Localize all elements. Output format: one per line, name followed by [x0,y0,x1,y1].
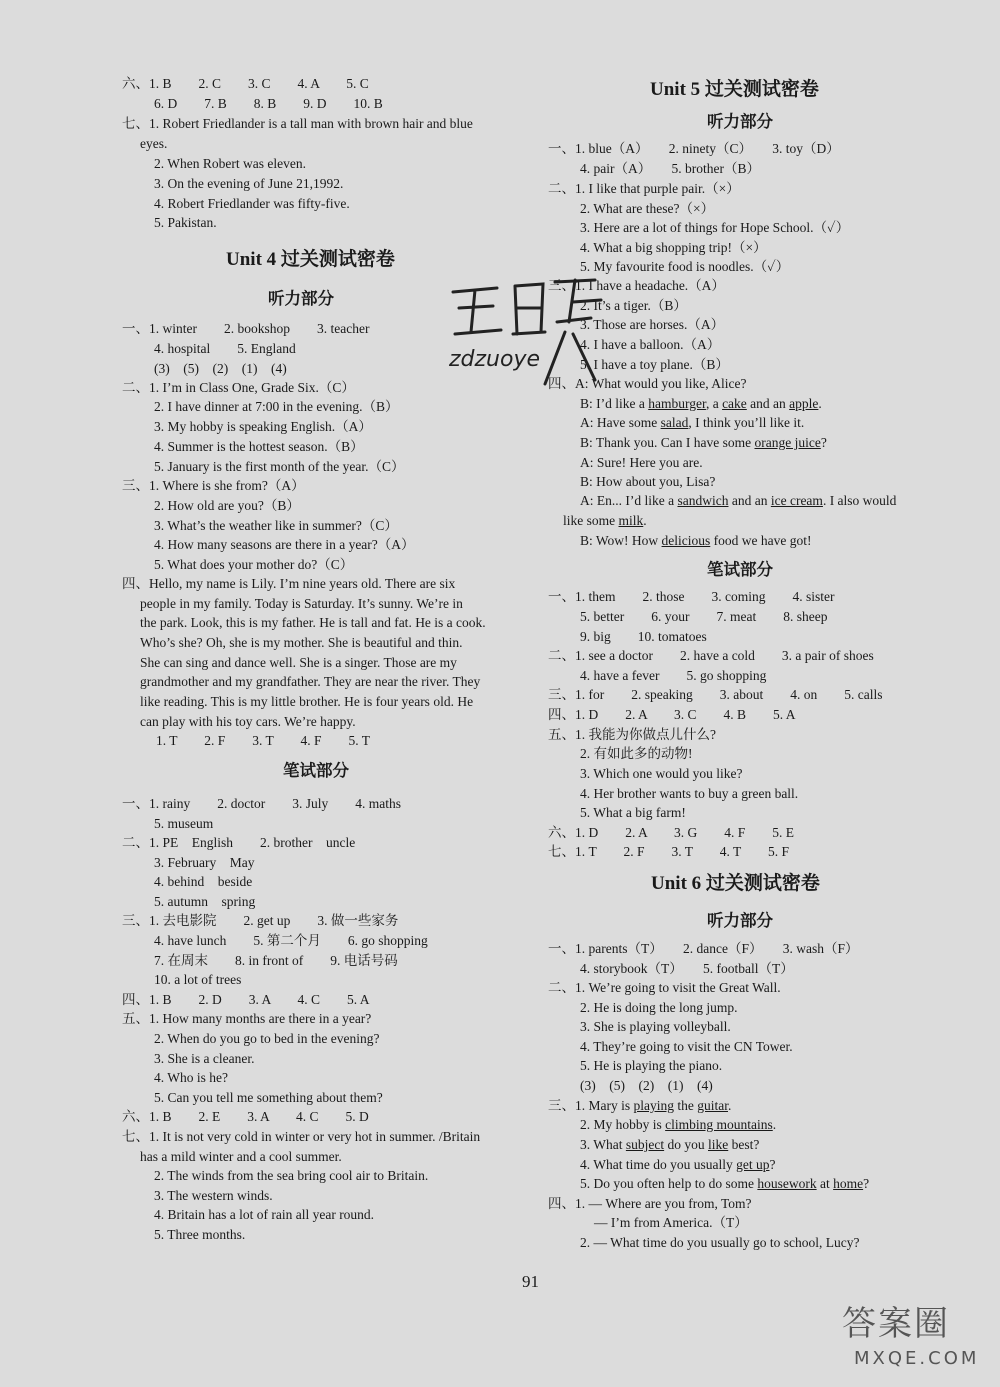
answer-line: 3. On the evening of June 21,1992. [154,176,344,191]
answer-line: 3. Those are horses.（A） [580,317,725,332]
text-fragment: . [643,513,647,528]
answer-line: 2. I have dinner at 7:00 in the evening.（B） [154,399,399,414]
answer-line: 三、1. for 2. speaking 3. about 4. on 5. calls [548,687,883,702]
logo-url: MXQE.COM [854,1348,980,1369]
answer-line [580,414,804,432]
underlined-answer: home [833,1176,864,1191]
answer-line: like reading. This is my little brother. He is four years old. He [140,694,474,709]
text-fragment: 四、1. — Where are you from, Tom? [548,1196,752,1211]
answer-line: eyes. [140,136,168,151]
answer-line: 六、1. B 2. C 3. C 4. A 5. C [122,76,369,91]
answer-line: 一、1. them 2. those 3. coming 4. sister [548,589,835,604]
answer-line: people in my family. Today is Saturday. It’s sunny. We’re in [140,596,463,611]
answer-line: 三、1. Where is she from?（A） [122,478,305,493]
answer-line: 二、1. We’re going to visit the Great Wall. [548,980,781,995]
text-fragment: . [728,1098,732,1113]
answer-line [580,1156,775,1174]
section-heading: Unit 5 过关测试密卷 [650,79,819,100]
answer-line: 二、1. PE English 2. brother uncle [122,835,356,850]
text-fragment: , I think you’ll like it. [688,415,805,430]
answer-line: 七、1. It is not very cold in winter or very hot in summer. /Britain [122,1129,481,1144]
answer-line: 2. It’s a tiger.（B） [580,298,687,313]
underlined-answer: delicious [661,533,711,548]
answer-line: 4. pair（A） 5. brother（B） [580,161,760,176]
handwritten-watermark [445,262,605,392]
text-fragment: B: I’d like a [580,396,649,411]
answer-line: 2. He is doing the long jump. [580,1000,738,1015]
answer-line: 6. D 7. B 8. B 9. D 10. B [154,96,383,111]
text-fragment: 三、1. Mary is [548,1098,634,1113]
section-heading: Unit 6 过关测试密卷 [651,873,820,894]
answer-line [548,1195,752,1213]
answer-line: 4. Her brother wants to buy a green ball. [580,786,799,801]
text-fragment: food we have got! [710,533,812,548]
svg-text:zdzuoye: zdzuoye [449,347,541,372]
text-fragment: , a [705,396,723,411]
text-fragment: B: Thank you. Can I have some [580,435,755,450]
answer-line: She can sing and dance well. She is a singer. Those are my [140,655,457,670]
answer-line: 五、1. How many months are there in a year? [122,1011,372,1026]
answer-line: 5. I have a toy plane.（B） [580,357,729,372]
answer-line: 4. behind beside [154,874,253,889]
answer-line: 四、Hello, my name is Lily. I’m nine years old. There are six [122,576,456,591]
answer-line [580,1136,759,1154]
section-heading: 笔试部分 [283,761,349,780]
text-fragment: best? [728,1137,760,1152]
answer-line: 10. a lot of trees [154,972,242,987]
answer-line: 2. 有如此多的动物! [580,746,693,761]
answer-line: 4. hospital 5. England [154,341,296,356]
site-logo [836,1290,996,1382]
answer-line: Who’s she? Oh, she is my mother. She is beautiful and thin. [140,635,463,650]
text-fragment: 4. What time do you usually [580,1157,737,1172]
answer-line: 3. My hobby is speaking English.（A） [154,419,372,434]
text-fragment: 四、A: What would you like, Alice? [548,376,747,391]
text-fragment: . [818,396,822,411]
answer-line: 3. What’s the weather like in summer?（C） [154,518,398,533]
text-fragment: at [816,1176,834,1191]
answer-line: 4. What a big shopping trip!（×） [580,240,767,255]
underlined-answer: housework [757,1176,817,1191]
answer-line: 5. January is the first month of the year.（C） [154,459,405,474]
answer-line: (3) (5) (2) (1) (4) [580,1078,713,1093]
section-heading: 听力部分 [268,289,334,308]
answer-line: 三、1. 去电影院 2. get up 3. 做一些家务 [122,913,399,928]
text-fragment: A: Sure! Here you are. [580,455,703,470]
answer-line: 4. Who is he? [154,1070,228,1085]
answer-line [548,1097,731,1115]
answer-line: 一、1. parents（T） 2. dance（F） 3. wash（F） [548,941,859,956]
text-fragment: like some [563,513,619,528]
underlined-answer: get up [736,1157,770,1172]
underlined-answer: apple [789,396,819,411]
answer-line: 3. Which one would you like? [580,766,743,781]
answer-line [580,1116,776,1134]
answer-line: 一、1. blue（A） 2. ninety（C） 3. toy（D） [548,141,840,156]
answer-line: 一、1. winter 2. bookshop 3. teacher [122,321,370,336]
underlined-answer: cake [722,396,747,411]
section-heading: Unit 4 过关测试密卷 [226,249,395,270]
text-fragment: 2. My hobby is [580,1117,666,1132]
answer-line: 1. T 2. F 3. T 4. F 5. T [156,733,371,748]
answer-line: 7. 在周末 8. in front of 9. 电话号码 [154,953,398,968]
answer-line: 5. Three months. [154,1227,246,1242]
underlined-answer: ice cream [770,493,823,508]
answer-line [580,434,827,452]
answer-line: has a mild winter and a cool summer. [140,1149,342,1164]
answer-line: 2. When do you go to bed in the evening? [154,1031,380,1046]
section-heading: 听力部分 [707,911,773,930]
answer-line [580,395,822,413]
answer-line: 5. Pakistan. [154,215,217,230]
answer-line: 2. How old are you?（B） [154,498,300,513]
answer-line [580,492,896,510]
answer-line: 七、1. T 2. F 3. T 4. T 5. F [548,844,790,859]
underlined-answer: guitar [697,1098,728,1113]
text-fragment: ? [769,1157,776,1172]
text-fragment: the [674,1098,698,1113]
underlined-answer: salad [660,415,689,430]
answer-line: 9. big 10. tomatoes [580,629,707,644]
answer-line: 三、1. I have a headache.（A） [548,278,725,293]
answer-line: 3. She is playing volleyball. [580,1019,731,1034]
section-heading: 听力部分 [707,112,773,131]
answer-line: 四、1. D 2. A 3. C 4. B 5. A [548,707,796,722]
answer-line: 5. better 6. your 7. meat 8. sheep [580,609,828,624]
answer-line: 2. When Robert was eleven. [154,156,306,171]
answer-line: 4. How many seasons are there in a year?（A） [154,537,415,552]
underlined-answer: playing [633,1098,674,1113]
text-fragment: 3. What [580,1137,626,1152]
underlined-answer: hamburger [648,396,706,411]
answer-line: (3) (5) (2) (1) (4) [154,361,287,376]
text-fragment: B: How about you, Lisa? [580,474,716,489]
answer-line: 4. I have a balloon.（A） [580,337,721,352]
section-heading: 笔试部分 [707,560,773,579]
text-fragment: ? [863,1176,870,1191]
answer-line: 5. autumn spring [154,894,256,909]
text-fragment: 2. — What time do you usually go to school, Lucy? [580,1235,860,1250]
answer-line [580,1175,869,1193]
underlined-answer: like [708,1137,729,1152]
answer-line: 二、1. I like that purple pair.（×） [548,181,740,196]
answer-line: 5. Can you tell me something about them? [154,1090,383,1105]
answer-line: 4. have lunch 5. 第二个月 6. go shopping [154,933,428,948]
answer-line: 二、1. I’m in Class One, Grade Six.（C） [122,380,355,395]
page-number: 91 [522,1272,539,1291]
answer-line: grandmother and my grandfather. They are near the river. They [140,674,481,689]
answer-line: 3. She is a cleaner. [154,1051,255,1066]
answer-line: 4. storybook（T） 5. football（T） [580,961,794,976]
text-fragment: and an [746,396,790,411]
answer-line: 3. The western winds. [154,1188,273,1203]
answer-line: 五、1. 我能为你做点儿什么? [548,727,716,742]
text-fragment: — I’m from America.（T） [594,1215,748,1230]
answer-line: 一、1. rainy 2. doctor 3. July 4. maths [122,796,401,811]
answer-line: 四、1. B 2. D 3. A 4. C 5. A [122,992,370,1007]
answer-line: 六、1. D 2. A 3. G 4. F 5. E [548,825,795,840]
answer-line [563,512,647,530]
answer-line: 5. museum [154,816,214,831]
text-fragment: . I also would [822,493,897,508]
answer-line: 二、1. see a doctor 2. have a cold 3. a pair of shoes [548,648,874,663]
answer-line: 4. Britain has a lot of rain all year round. [154,1207,375,1222]
text-fragment: A: Have some [580,415,661,430]
underlined-answer: subject [625,1137,665,1152]
underlined-answer: climbing mountains [665,1117,773,1132]
logo-main: 答案圈 [842,1304,950,1344]
underlined-answer: sandwich [677,493,729,508]
answer-line: can play with his toy cars. We’re happy. [140,714,356,729]
answer-line: the park. Look, this is my father. He is tall and fat. He is a cook. [140,615,486,630]
text-fragment: A: En... I’d like a [580,493,678,508]
answer-line: 4. They’re going to visit the CN Tower. [580,1039,793,1054]
answer-line [594,1214,748,1232]
answer-line: 4. have a fever 5. go shopping [580,668,767,683]
answer-line [580,532,812,550]
text-fragment: . [772,1117,777,1132]
text-fragment: ? [820,435,827,450]
answer-line: 5. He is playing the piano. [580,1058,723,1073]
underlined-answer: milk [618,513,644,528]
text-fragment: 5. Do you often help to do some [580,1176,758,1191]
answer-line: 2. What are these?（×） [580,201,715,216]
answer-line: 2. The winds from the sea bring cool air to Britain. [154,1168,429,1183]
answer-line [580,454,703,472]
answer-line: 3. February May [154,855,255,870]
answer-line: 4. Robert Friedlander was fifty-five. [154,196,350,211]
answer-line: 5. What does your mother do?（C） [154,557,354,572]
text-fragment: B: Wow! How [580,533,662,548]
text-fragment: and an [728,493,771,508]
answer-line: 5. What a big farm! [580,805,686,820]
answer-line [580,1234,859,1252]
answer-line: 七、1. Robert Friedlander is a tall man with brown hair and blue [122,116,473,131]
text-fragment: do you [664,1137,708,1152]
answer-line: 3. Here are a lot of things for Hope School.（✓） [580,220,850,235]
answer-line: 5. My favourite food is noodles.（✓） [580,259,790,274]
answer-line: 六、1. B 2. E 3. A 4. C 5. D [122,1109,369,1124]
answer-line [580,473,715,491]
underlined-answer: orange juice [754,435,821,450]
answer-line: 4. Summer is the hottest season.（B） [154,439,364,454]
